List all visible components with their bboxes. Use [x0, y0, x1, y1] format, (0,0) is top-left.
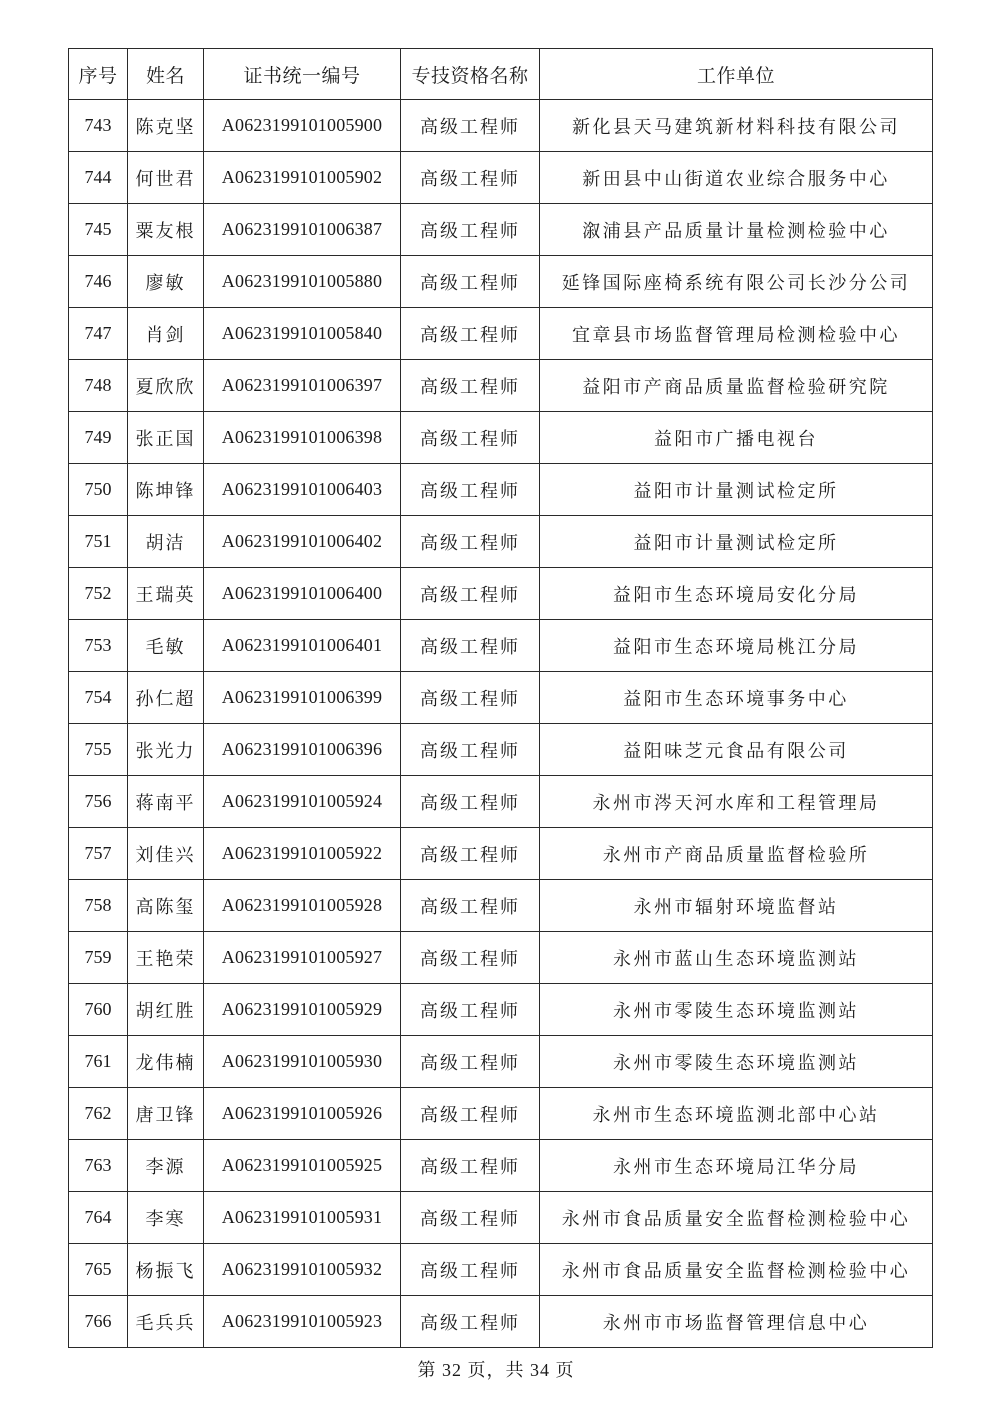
cell-qualification: 高级工程师: [401, 256, 540, 308]
table-row: [69, 932, 933, 984]
cell-qualification: 高级工程师: [401, 828, 540, 880]
header-qual: 专技资格名称: [401, 49, 540, 100]
cell-certificate-number: A0623199101005922: [204, 828, 401, 880]
cell-serial-no: 766: [69, 1296, 128, 1348]
cell-qualification: 高级工程师: [401, 1296, 540, 1348]
cell-qualification: 高级工程师: [401, 100, 540, 152]
cell-work-unit: 益阳市产商品质量监督检验研究院: [540, 360, 933, 412]
cell-certificate-number: A0623199101005929: [204, 984, 401, 1036]
cell-qualification: 高级工程师: [401, 932, 540, 984]
table-row: [69, 1088, 933, 1140]
cell-work-unit: 永州市零陵生态环境监测站: [540, 984, 933, 1036]
cell-person-name: 高陈玺: [128, 880, 204, 932]
cell-work-unit: 益阳市广播电视台: [540, 412, 933, 464]
cell-work-unit: 永州市食品质量安全监督检测检验中心: [540, 1244, 933, 1296]
cell-work-unit: 永州市零陵生态环境监测站: [540, 1036, 933, 1088]
cell-person-name: 张正国: [128, 412, 204, 464]
cell-person-name: 唐卫锋: [128, 1088, 204, 1140]
cell-qualification: 高级工程师: [401, 1140, 540, 1192]
cell-serial-no: 759: [69, 932, 128, 984]
cell-person-name: 胡红胜: [128, 984, 204, 1036]
header-cert: 证书统一编号: [204, 49, 401, 100]
table-row: [69, 360, 933, 412]
cell-certificate-number: A0623199101006400: [204, 568, 401, 620]
cell-work-unit: 永州市辐射环境监督站: [540, 880, 933, 932]
cell-person-name: 肖剑: [128, 308, 204, 360]
cell-certificate-number: A0623199101006396: [204, 724, 401, 776]
table-row: [69, 1192, 933, 1244]
cell-work-unit: 永州市生态环境监测北部中心站: [540, 1088, 933, 1140]
cell-qualification: 高级工程师: [401, 568, 540, 620]
table-row: [69, 464, 933, 516]
cell-work-unit: 永州市涔天河水库和工程管理局: [540, 776, 933, 828]
cell-qualification: 高级工程师: [401, 1244, 540, 1296]
cell-person-name: 张光力: [128, 724, 204, 776]
cell-work-unit: 宜章县市场监督管理局检测检验中心: [540, 308, 933, 360]
cell-qualification: 高级工程师: [401, 204, 540, 256]
cell-qualification: 高级工程师: [401, 880, 540, 932]
cell-work-unit: 永州市产商品质量监督检验所: [540, 828, 933, 880]
table-header: [69, 49, 933, 100]
cell-serial-no: 756: [69, 776, 128, 828]
table-body: [69, 100, 933, 1348]
cell-person-name: 孙仁超: [128, 672, 204, 724]
cell-qualification: 高级工程师: [401, 776, 540, 828]
cell-serial-no: 750: [69, 464, 128, 516]
cell-work-unit: 益阳味芝元食品有限公司: [540, 724, 933, 776]
cell-person-name: 龙伟楠: [128, 1036, 204, 1088]
table-row: [69, 620, 933, 672]
cell-serial-no: 744: [69, 152, 128, 204]
table-row: [69, 1296, 933, 1348]
table-row: [69, 308, 933, 360]
cell-qualification: 高级工程师: [401, 464, 540, 516]
cell-person-name: 王瑞英: [128, 568, 204, 620]
cell-serial-no: 751: [69, 516, 128, 568]
cell-serial-no: 763: [69, 1140, 128, 1192]
table-row: [69, 724, 933, 776]
table-row: [69, 1244, 933, 1296]
cell-certificate-number: A0623199101005924: [204, 776, 401, 828]
cell-person-name: 毛敏: [128, 620, 204, 672]
cell-work-unit: 永州市蓝山生态环境监测站: [540, 932, 933, 984]
cell-person-name: 胡洁: [128, 516, 204, 568]
cell-qualification: 高级工程师: [401, 672, 540, 724]
cell-qualification: 高级工程师: [401, 620, 540, 672]
header-row: [69, 49, 933, 100]
cell-qualification: 高级工程师: [401, 1088, 540, 1140]
cell-certificate-number: A0623199101006401: [204, 620, 401, 672]
cell-work-unit: 新化县天马建筑新材料科技有限公司: [540, 100, 933, 152]
cell-work-unit: 益阳市生态环境局安化分局: [540, 568, 933, 620]
cell-certificate-number: A0623199101005923: [204, 1296, 401, 1348]
cell-person-name: 王艳荣: [128, 932, 204, 984]
table-row: [69, 984, 933, 1036]
cell-work-unit: 益阳市生态环境事务中心: [540, 672, 933, 724]
cell-serial-no: 748: [69, 360, 128, 412]
cell-certificate-number: A0623199101005926: [204, 1088, 401, 1140]
cell-person-name: 蒋南平: [128, 776, 204, 828]
table-row: [69, 100, 933, 152]
cell-qualification: 高级工程师: [401, 308, 540, 360]
cell-certificate-number: A0623199101005930: [204, 1036, 401, 1088]
cell-certificate-number: A0623199101006398: [204, 412, 401, 464]
cell-serial-no: 757: [69, 828, 128, 880]
table-row: [69, 828, 933, 880]
table-row: [69, 256, 933, 308]
cell-person-name: 陈坤锋: [128, 464, 204, 516]
cell-qualification: 高级工程师: [401, 1192, 540, 1244]
cell-qualification: 高级工程师: [401, 152, 540, 204]
cell-work-unit: 永州市食品质量安全监督检测检验中心: [540, 1192, 933, 1244]
cell-serial-no: 760: [69, 984, 128, 1036]
cell-qualification: 高级工程师: [401, 724, 540, 776]
table-row: [69, 516, 933, 568]
cell-certificate-number: A0623199101005840: [204, 308, 401, 360]
header-no: 序号: [69, 49, 128, 100]
cell-serial-no: 749: [69, 412, 128, 464]
table-row: [69, 412, 933, 464]
cell-certificate-number: A0623199101006402: [204, 516, 401, 568]
cell-certificate-number: A0623199101005931: [204, 1192, 401, 1244]
cell-qualification: 高级工程师: [401, 984, 540, 1036]
cell-person-name: 粟友根: [128, 204, 204, 256]
cell-serial-no: 746: [69, 256, 128, 308]
cell-person-name: 陈克坚: [128, 100, 204, 152]
cell-work-unit: 益阳市生态环境局桃江分局: [540, 620, 933, 672]
cell-person-name: 毛兵兵: [128, 1296, 204, 1348]
cell-work-unit: 溆浦县产品质量计量检测检验中心: [540, 204, 933, 256]
table-row: [69, 204, 933, 256]
cell-serial-no: 743: [69, 100, 128, 152]
cell-qualification: 高级工程师: [401, 412, 540, 464]
cell-certificate-number: A0623199101005927: [204, 932, 401, 984]
cell-serial-no: 762: [69, 1088, 128, 1140]
table-row: [69, 152, 933, 204]
cell-qualification: 高级工程师: [401, 360, 540, 412]
cell-qualification: 高级工程师: [401, 516, 540, 568]
cell-person-name: 夏欣欣: [128, 360, 204, 412]
cell-serial-no: 764: [69, 1192, 128, 1244]
cell-certificate-number: A0623199101005925: [204, 1140, 401, 1192]
cell-work-unit: 益阳市计量测试检定所: [540, 516, 933, 568]
cell-serial-no: 765: [69, 1244, 128, 1296]
cell-serial-no: 761: [69, 1036, 128, 1088]
cell-qualification: 高级工程师: [401, 1036, 540, 1088]
cell-serial-no: 754: [69, 672, 128, 724]
cell-serial-no: 752: [69, 568, 128, 620]
cell-person-name: 李源: [128, 1140, 204, 1192]
cell-serial-no: 755: [69, 724, 128, 776]
cell-certificate-number: A0623199101005928: [204, 880, 401, 932]
table-row: [69, 568, 933, 620]
table-row: [69, 672, 933, 724]
cell-person-name: 刘佳兴: [128, 828, 204, 880]
cell-person-name: 杨振飞: [128, 1244, 204, 1296]
cell-person-name: 廖敏: [128, 256, 204, 308]
cell-certificate-number: A0623199101005880: [204, 256, 401, 308]
cell-certificate-number: A0623199101006397: [204, 360, 401, 412]
cell-work-unit: 永州市市场监督管理信息中心: [540, 1296, 933, 1348]
cell-work-unit: 新田县中山街道农业综合服务中心: [540, 152, 933, 204]
cell-work-unit: 益阳市计量测试检定所: [540, 464, 933, 516]
cell-work-unit: 永州市生态环境局江华分局: [540, 1140, 933, 1192]
cell-certificate-number: A0623199101006399: [204, 672, 401, 724]
table-row: [69, 776, 933, 828]
table-row: [69, 1140, 933, 1192]
cell-serial-no: 745: [69, 204, 128, 256]
header-unit: 工作单位: [540, 49, 933, 100]
cell-serial-no: 747: [69, 308, 128, 360]
cell-person-name: 何世君: [128, 152, 204, 204]
page-number: 第 32 页，共 34 页: [417, 1360, 575, 1380]
header-name: 姓名: [128, 49, 204, 100]
cell-work-unit: 延锋国际座椅系统有限公司长沙分公司: [540, 256, 933, 308]
cell-certificate-number: A0623199101005902: [204, 152, 401, 204]
cell-certificate-number: A0623199101005932: [204, 1244, 401, 1296]
qualification-table: [68, 48, 933, 1348]
cell-person-name: 李寒: [128, 1192, 204, 1244]
table-row: [69, 1036, 933, 1088]
cell-serial-no: 758: [69, 880, 128, 932]
table-row: [69, 880, 933, 932]
cell-serial-no: 753: [69, 620, 128, 672]
cell-certificate-number: A0623199101006403: [204, 464, 401, 516]
cell-certificate-number: A0623199101006387: [204, 204, 401, 256]
cell-certificate-number: A0623199101005900: [204, 100, 401, 152]
